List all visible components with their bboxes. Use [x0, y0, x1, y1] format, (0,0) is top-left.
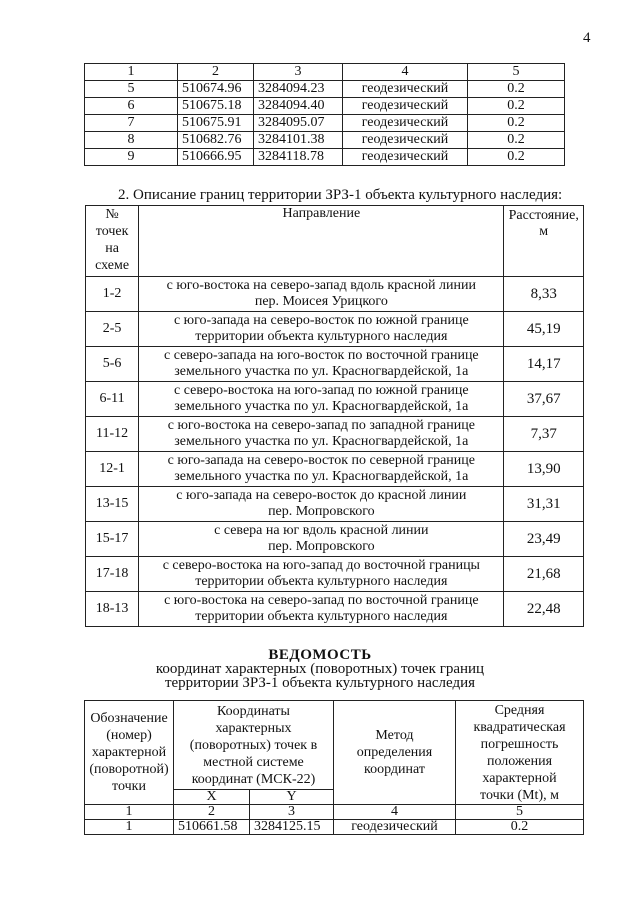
direction-line: пер. Мопровского — [268, 539, 375, 554]
points-cell: 18-13 — [86, 592, 139, 627]
column-number: 1 — [85, 805, 174, 820]
direction-line: с юго-запада на северо-восток по южной границе — [173, 313, 469, 328]
coord-x: 510675.18 — [178, 98, 254, 115]
vedomost-title: ВЕДОМОСТЬ — [268, 647, 372, 663]
error: 0.2 — [468, 115, 565, 132]
direction-cell — [139, 522, 504, 557]
point-number: 6 — [85, 98, 178, 115]
header-line: на — [105, 241, 119, 256]
header-line: координат (МСК-22) — [191, 771, 316, 787]
header-line: (поворотных) точек в — [189, 737, 318, 753]
points-cell: 15-17 — [86, 522, 139, 557]
direction-line: территории объекта культурного наследия — [195, 329, 448, 344]
method: геодезический — [343, 132, 468, 149]
coord-y: 3284094.23 — [254, 81, 343, 98]
direction-cell — [139, 592, 504, 627]
header-line: точек — [95, 224, 129, 239]
points-cell: 13-15 — [86, 487, 139, 522]
column-number: 5 — [456, 805, 584, 820]
direction-cell — [139, 452, 504, 487]
distance-header — [504, 206, 584, 277]
designation-header — [85, 701, 174, 805]
coord-y: 3284118.78 — [254, 149, 343, 166]
header-line: точки — [112, 779, 146, 794]
direction-line: территории объекта культурного наследия — [195, 609, 448, 624]
point-number: 1 — [85, 820, 174, 835]
coord-y: 3284094.40 — [254, 98, 343, 115]
method-header — [334, 701, 456, 805]
header-line: характерных — [215, 720, 292, 736]
distance-cell: 37,67 — [504, 382, 584, 417]
table-header-row — [85, 701, 584, 790]
y-header: Y — [250, 790, 334, 805]
header-line: Расстояние, — [508, 208, 579, 223]
vedomost-subtitle: территории ЗРЗ-1 объекта культурного наследия — [164, 675, 476, 691]
error: 0.2 — [468, 81, 565, 98]
method: геодезический — [334, 820, 456, 835]
direction-line: с севера на юг вдоль красной линии — [214, 523, 429, 538]
method: геодезический — [343, 81, 468, 98]
direction-line: земельного участка по ул. Красногвардейской, 1а — [174, 469, 469, 484]
direction-header: Направление — [139, 206, 504, 277]
header-line: погрешность — [480, 736, 559, 752]
distance-cell: 8,33 — [504, 277, 584, 312]
method: геодезический — [343, 98, 468, 115]
distance-cell: 21,68 — [504, 557, 584, 592]
header-line: местной системе — [203, 754, 304, 770]
direction-line: земельного участка по ул. Красногвардейской, 1а — [174, 434, 469, 449]
table-row — [86, 452, 584, 487]
points-cell: 1-2 — [86, 277, 139, 312]
direction-line: с северо-востока на юго-запад по южной границе — [174, 383, 469, 398]
header-line: Метод — [375, 728, 414, 743]
table-row — [85, 98, 565, 115]
table-row — [86, 487, 584, 522]
points-cell: 17-18 — [86, 557, 139, 592]
table-row — [85, 81, 565, 98]
point-number: 8 — [85, 132, 178, 149]
direction-cell — [139, 382, 504, 417]
distance-cell: 14,17 — [504, 347, 584, 382]
coordinates-statement-table — [84, 700, 584, 835]
header-cell: 1 — [85, 64, 178, 81]
direction-line: с юго-востока на северо-запад по западной границе — [167, 418, 475, 433]
header-line: м — [539, 224, 549, 239]
page-number: 4 — [583, 30, 591, 46]
error: 0.2 — [468, 98, 565, 115]
coord-y: 3284101.38 — [254, 132, 343, 149]
table-row — [86, 522, 584, 557]
error: 0.2 — [468, 149, 565, 166]
direction-line: земельного участка по ул. Красногвардейской, 1а — [174, 399, 469, 414]
coord-x: 510675.91 — [178, 115, 254, 132]
header-line: схеме — [95, 258, 130, 273]
direction-line: с северо-востока на юго-запад до восточной границы — [162, 558, 480, 573]
direction-cell — [139, 487, 504, 522]
header-line: характерной — [482, 770, 557, 786]
table-row — [86, 592, 584, 627]
header-line: Средняя — [494, 702, 545, 718]
table-row — [86, 557, 584, 592]
table-header-row — [86, 206, 584, 277]
header-cell: 4 — [343, 64, 468, 81]
table-header-row — [85, 64, 565, 81]
table-row — [85, 132, 565, 149]
vedomost-subtitle: координат характерных (поворотных) точек границ — [155, 661, 485, 677]
column-number: 3 — [250, 805, 334, 820]
section-caption: 2. Описание границ территории ЗРЗ-1 объекта культурного наследия: — [118, 187, 563, 203]
direction-line: земельного участка по ул. Красногвардейской, 1а — [174, 364, 469, 379]
coord-x: 510674.96 — [178, 81, 254, 98]
distance-cell: 45,19 — [504, 312, 584, 347]
point-number: 5 — [85, 81, 178, 98]
distance-cell: 31,31 — [504, 487, 584, 522]
error-header — [456, 701, 584, 805]
header-line: положения — [486, 753, 553, 769]
distance-cell: 7,37 — [504, 417, 584, 452]
table-row — [85, 149, 565, 166]
error: 0.2 — [456, 820, 584, 835]
column-numbers-row — [85, 805, 584, 820]
method: геодезический — [343, 149, 468, 166]
table-row — [85, 115, 565, 132]
coord-y: 3284125.15 — [250, 820, 334, 835]
direction-cell — [139, 347, 504, 382]
direction-cell — [139, 557, 504, 592]
header-line: координат — [364, 762, 425, 777]
distance-cell: 13,90 — [504, 452, 584, 487]
point-number: 9 — [85, 149, 178, 166]
header-cell: 2 — [178, 64, 254, 81]
distance-cell: 22,48 — [504, 592, 584, 627]
header-cell: 5 — [468, 64, 565, 81]
direction-line: пер. Моисея Урицкого — [254, 294, 388, 309]
header-line: квадратическая — [473, 719, 566, 735]
direction-cell — [139, 277, 504, 312]
direction-cell — [139, 312, 504, 347]
table-row — [85, 820, 584, 835]
header-line: характерной — [91, 745, 167, 760]
points-cell: 5-6 — [86, 347, 139, 382]
header-line: Координаты — [217, 703, 290, 719]
header-cell: 3 — [254, 64, 343, 81]
direction-line: с юго-востока на северо-запад вдоль красной линии — [166, 278, 477, 293]
coordinates-table-continued — [84, 63, 565, 166]
coord-x: 510682.76 — [178, 132, 254, 149]
table-row — [86, 312, 584, 347]
points-header — [86, 206, 139, 277]
distance-cell: 23,49 — [504, 522, 584, 557]
points-cell: 6-11 — [86, 382, 139, 417]
table-row — [86, 347, 584, 382]
point-number: 7 — [85, 115, 178, 132]
method: геодезический — [343, 115, 468, 132]
header-line: определения — [356, 745, 433, 760]
header-line: № — [105, 207, 119, 222]
boundary-description-table — [85, 205, 584, 627]
table-row — [86, 417, 584, 452]
coord-x: 510666.95 — [178, 149, 254, 166]
x-header: X — [174, 790, 250, 805]
header-line: точки (Mt), м — [480, 787, 559, 803]
direction-line: с юго-запада на северо-восток до красной линии — [176, 488, 467, 503]
column-number: 2 — [174, 805, 250, 820]
points-cell: 12-1 — [86, 452, 139, 487]
table-row — [86, 277, 584, 312]
coord-x: 510661.58 — [174, 820, 250, 835]
points-cell: 2-5 — [86, 312, 139, 347]
direction-line: пер. Мопровского — [268, 504, 375, 519]
header-line: Обозначение — [90, 711, 168, 726]
header-line: (поворотной) — [89, 762, 169, 777]
coord-y: 3284095.07 — [254, 115, 343, 132]
direction-line: с юго-запада на северо-восток по северной границе — [167, 453, 475, 468]
table-row — [86, 382, 584, 417]
direction-line: с юго-востока на северо-запад по восточной границе — [164, 593, 479, 608]
points-cell: 11-12 — [86, 417, 139, 452]
column-number: 4 — [334, 805, 456, 820]
direction-line: территории объекта культурного наследия — [195, 574, 448, 589]
direction-line: с северо-запада на юго-восток по восточной границе — [163, 348, 479, 363]
header-line: (номер) — [106, 728, 152, 743]
coordinates-header — [174, 701, 334, 790]
direction-cell — [139, 417, 504, 452]
error: 0.2 — [468, 132, 565, 149]
